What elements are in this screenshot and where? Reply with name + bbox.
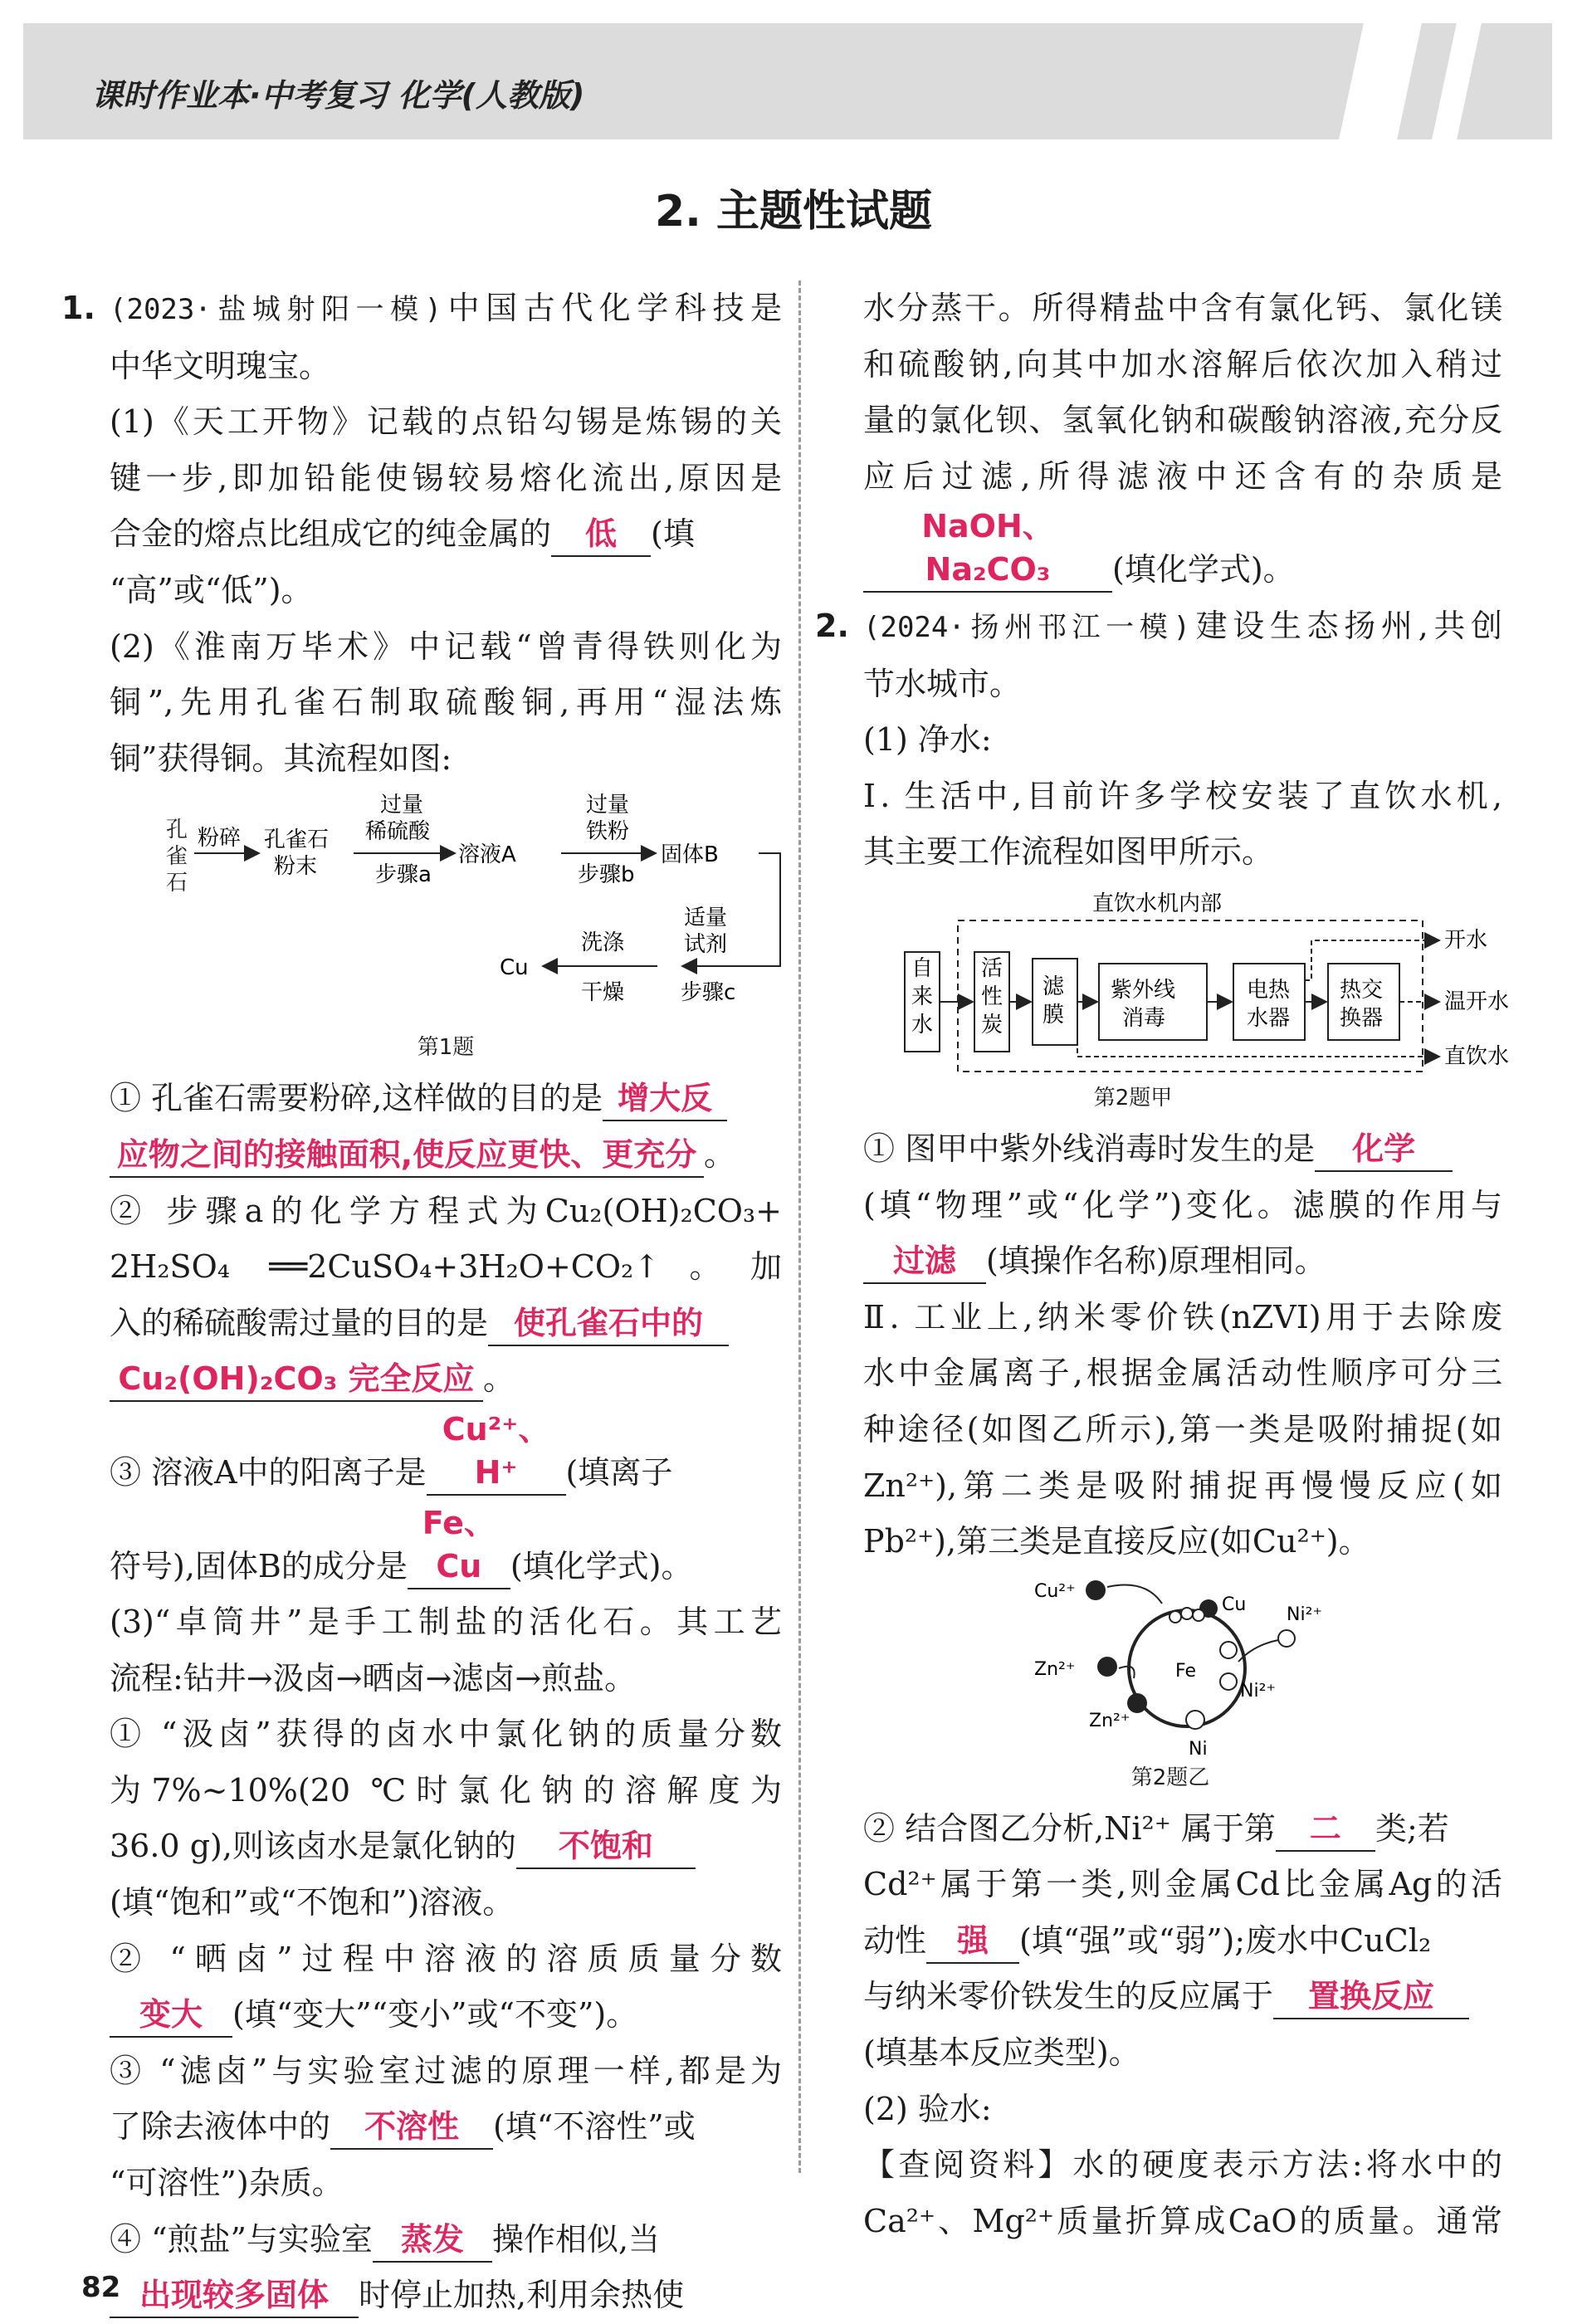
q1-stem: 1. (2023·盐城射阳一模)中国古代化学科技是 bbox=[110, 281, 782, 339]
box-exch-b: 换器 bbox=[1340, 1005, 1384, 1031]
q2-fig-b-caption: 第2题乙 bbox=[1130, 1765, 1210, 1790]
box-uv-b: 消毒 bbox=[1122, 1005, 1166, 1031]
out-direct: 直饮水 bbox=[1444, 1043, 1510, 1069]
flow-powder2: 粉末 bbox=[274, 854, 318, 880]
flow-wash: 洗涤 bbox=[581, 930, 625, 956]
answer-blank: 低 bbox=[551, 512, 651, 557]
svg-text:雀: 雀 bbox=[166, 844, 188, 870]
svg-text:水: 水 bbox=[911, 1012, 934, 1038]
flow-reagent2: 试剂 bbox=[684, 932, 728, 958]
ni2-label-a: Ni²⁺ bbox=[1287, 1604, 1323, 1625]
q1-p1-line3: 合金的熔点比组成它的纯金属的 低 (填 bbox=[110, 506, 782, 563]
ni2-label-b: Ni²⁺ bbox=[1240, 1680, 1277, 1702]
q1-s1: ① 孔雀石需要粉碎,这样做的目的是 增大反 bbox=[110, 1071, 782, 1127]
zn2-label-b: Zn²⁺ bbox=[1089, 1710, 1130, 1731]
flow-start bbox=[166, 818, 188, 896]
flow-start-char: 孔 bbox=[166, 818, 188, 843]
q1-number: 1. bbox=[61, 290, 95, 326]
header-title: 课时作业本·中考复习 化学(人教版) bbox=[91, 77, 585, 114]
svg-text:炭: 炭 bbox=[981, 1012, 1003, 1038]
svg-text:滤: 滤 bbox=[1043, 974, 1065, 999]
q1-fig-caption: 第1题 bbox=[417, 1035, 475, 1061]
svg-text:性: 性 bbox=[981, 984, 1003, 1009]
q2-number: 2. bbox=[815, 607, 849, 644]
box-uv-a: 紫外线 bbox=[1111, 977, 1176, 1003]
flow-iron1: 过量 bbox=[586, 793, 630, 818]
fe-label: Fe bbox=[1175, 1660, 1196, 1682]
machine-title: 直饮水机内部 bbox=[1092, 891, 1223, 916]
section-title: 2. 主题性试题 bbox=[654, 187, 933, 237]
flow-dry: 干燥 bbox=[581, 980, 625, 1006]
flow-sol-a: 溶液A bbox=[458, 842, 516, 868]
q1-flowchart bbox=[166, 787, 782, 1036]
svg-text:活: 活 bbox=[981, 955, 1003, 981]
cu2-label: Cu²⁺ bbox=[1034, 1580, 1076, 1602]
cu-label: Cu bbox=[1222, 1594, 1247, 1615]
out-warm: 温开水 bbox=[1444, 989, 1510, 1014]
q2-fe-diagram bbox=[1029, 1570, 1502, 1761]
page-number: 82 bbox=[81, 2271, 121, 2304]
box-heater-a: 电热 bbox=[1247, 977, 1291, 1003]
flow-iron2: 铁粉 bbox=[586, 819, 630, 845]
flow-step-b: 步骤b bbox=[578, 862, 635, 888]
flow-reagent1: 适量 bbox=[684, 906, 728, 931]
left-column: 1. (2023·盐城射阳一模)中国古代化学科技是 中华文明瑰宝。 (1)《天工开物》记载的点铅勾锡是炼锡的关 键一步,即加铅能使锡较易熔化流出,原因是 合金的熔点比组成它的纯金属的 低 (填 “高”或“低”)。 (2)《淮南万毕术》中记载“曾青得铁则化为 铜”,先用孔雀石制取硫酸铜,再用“湿法炼 铜”获得铜。其流程如图: 孔 雀 石 粉碎 孔雀石 粉末 过量 稀硫酸 步骤a 溶液A 过量 铁粉 步骤b 固体B 适量 试剂 步骤c 洗涤 干燥 Cu 第1题 ① 孔雀石需要粉碎,这样做的目的是 增大反 应物之间的接触面积,使反应更快、更充分 。 ② 步骤a的化学方程式为Cu₂(OH)₂CO₃+ 2H₂SO₄ ══2CuSO₄+3H₂O+CO₂↑。加 入的稀硫酸需过量的目的是 使孔雀石中的 Cu₂(OH)₂CO₃ 完全反应 。 ③ 溶液A中的阳离子是Cu²⁺、H⁺ (填离子 符号),固体B的成分是Fe、Cu (填化学式)。 (3)“卓筒井”是手工制盐的活化石。其工艺 流程:钻井→汲卤→晒卤→滤卤→煎盐。 ① “汲卤”获得的卤水中氯化钠的质量分数 为7%~10%(20 ℃时氯化钠的溶解度为 36.0 g),则该卤水是氯化钠的 不饱和 (填“饱和”或“不饱和”)溶液。 ② “晒卤”过程中溶液的溶质质量分数 变大 (填“变大”“变小”或“不变”)。 ③ “滤卤”与实验室过滤的原理一样,都是为 了除去液体中的 不溶性 (填“不溶性”或 “可溶性”)杂质。 ④ “煎盐”与实验室 蒸发 操作相似,当 出现较多固体 时停止加热,利用余热使 bbox=[110, 281, 782, 2324]
q1-stem2: 中华文明瑰宝。 bbox=[110, 347, 331, 384]
right-column: 水分蒸干。所得精盐中含有氯化钙、氯化镁 和硫酸钠,向其中加水溶解后依次加入稍过 量的氯化钡、氢氧化钠和碳酸钠溶液,充分反 应后过滤,所得滤液中还含有的杂质是 NaOH、Na₂CO₃ (填化学式)。 2. (2024·扬州邗江一模)建设生态扬州,共创 节水城市。 (1) 净水: Ⅰ. 生活中,目前许多学校安装了直饮水机, 其主要工作流程如图甲所示。 直饮水机内部 自 来 水 活 性 炭 滤 膜 紫外线 消毒 电热 水器 热交 换器 开水 温开水 直饮水 第2题甲 ① 图甲中紫外线消毒时发生的是 化学 (填“物理”或“化学”)变化。滤膜的作用与 过滤 (填操作名称)原理相同。 Ⅱ. 工业上,纳米零价铁(nZVI)用于去除废 水中金属离子,根据金属活动性顺序可分三 种途径(如图乙所示),第一类是吸附捕捉(如 Zn²⁺),第二类是吸附捕捉再慢慢反应(如 Pb²⁺),第三类是直接反应(如Cu²⁺)。 Fe Cu²⁺ Cu Ni²⁺ Ni²⁺ Zn²⁺ Zn²⁺ Ni 第2题乙 ② 结合图乙分析,Ni²⁺ 属于第 二 类;若 Cd²⁺属于第一类,则金属Cd比金属Ag的活 动性 强 (填“强”或“弱”);废水中CuCl₂ 与纳米零价铁发生的反应属于 置换反应 (填基本反应类型)。 (2) 验水: 【查阅资料】水的硬度表示方法:将水中的 Ca²⁺、Mg²⁺质量折算成CaO的质量。通常 bbox=[863, 281, 1502, 2249]
q2-machine-diagram bbox=[900, 887, 1510, 1081]
flow-step-a: 步骤a bbox=[375, 862, 432, 888]
flow-solid-b: 固体B bbox=[661, 842, 719, 868]
svg-text:膜: 膜 bbox=[1043, 1002, 1065, 1028]
q2-fig-a-caption: 第2题甲 bbox=[1093, 1085, 1173, 1111]
flow-acid1: 过量 bbox=[380, 793, 424, 818]
q2-stem: 2. (2024·扬州邗江一模)建设生态扬州,共创 bbox=[863, 598, 1502, 657]
svg-text:来: 来 bbox=[911, 984, 934, 1009]
flow-acid2: 稀硫酸 bbox=[365, 819, 431, 845]
out-boiling: 开水 bbox=[1444, 927, 1488, 953]
column-divider bbox=[798, 281, 801, 2173]
flow-powder1: 孔雀石 bbox=[264, 828, 330, 853]
flow-crush: 粉碎 bbox=[198, 826, 242, 852]
box-heater-b: 水器 bbox=[1247, 1005, 1291, 1031]
zn2-label-a: Zn²⁺ bbox=[1034, 1658, 1076, 1680]
box-exch-a: 热交 bbox=[1340, 977, 1384, 1003]
svg-text:自: 自 bbox=[911, 955, 934, 981]
flow-step-c: 步骤c bbox=[681, 980, 736, 1006]
ni-label: Ni bbox=[1189, 1738, 1208, 1760]
svg-text:石: 石 bbox=[166, 871, 188, 896]
flow-cu: Cu bbox=[500, 955, 529, 981]
